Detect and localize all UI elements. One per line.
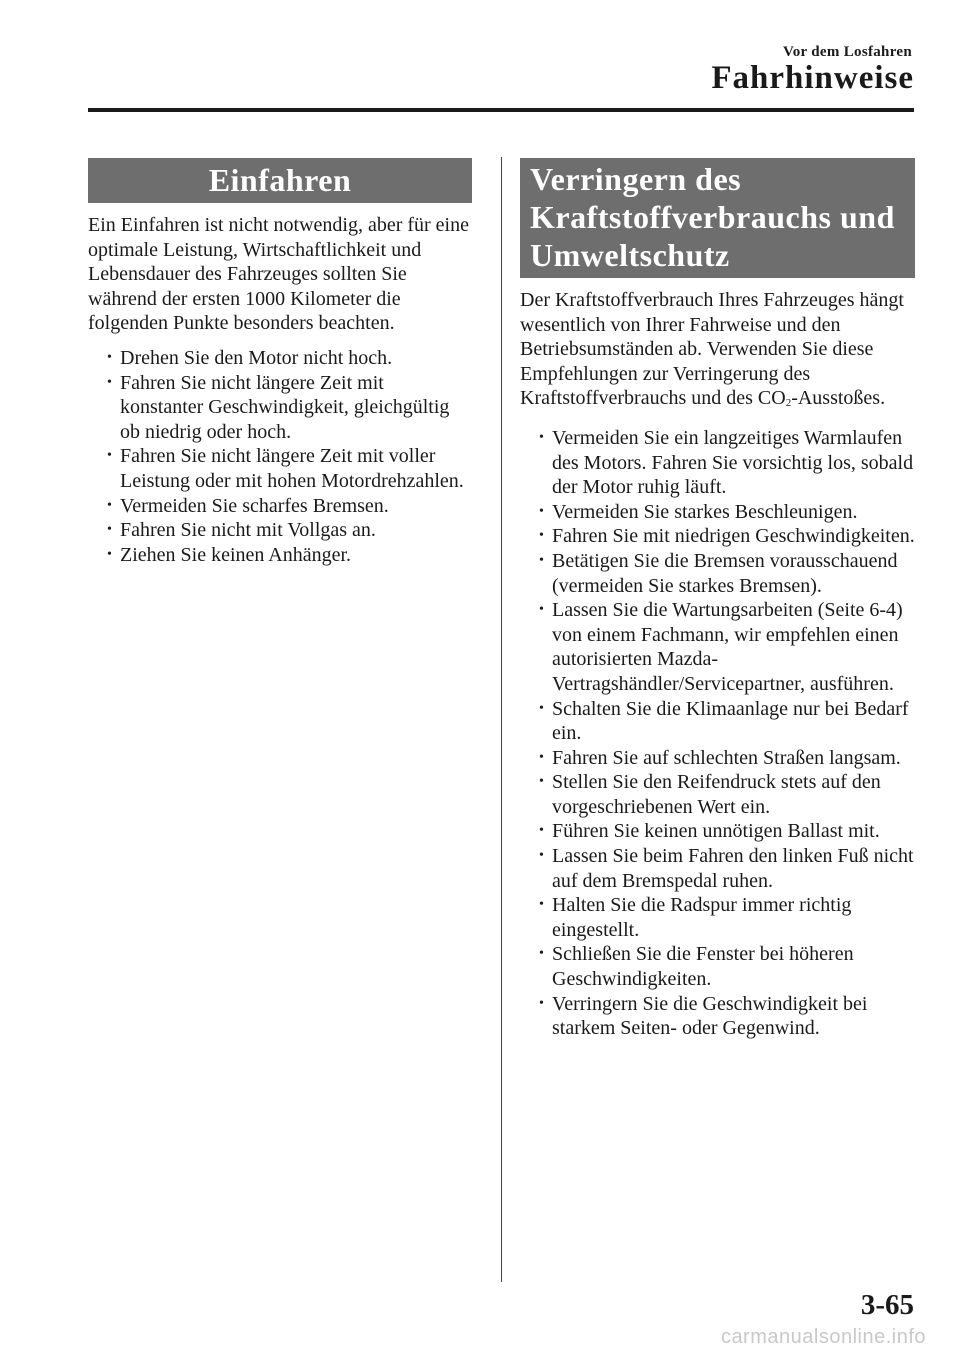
list-item — [520, 746, 920, 771]
header-title: Fahrhinweise — [711, 60, 914, 96]
list-item-text: Halten Sie die Radspur immer richtig eingestellt. — [552, 894, 852, 941]
list-item — [520, 524, 920, 549]
list-item-text: Stellen Sie den Reifendruck stets auf den vorgeschriebenen Wert ein. — [552, 771, 881, 818]
list-item — [520, 844, 920, 893]
bullet-icon: • — [539, 528, 544, 544]
bullet-icon: • — [539, 602, 544, 618]
bullet-icon: • — [539, 823, 544, 839]
list-item-text: Vermeiden Sie starkes Beschleunigen. — [552, 500, 858, 523]
bullet-icon: • — [107, 349, 112, 365]
intro-text-end: -Ausstoßes. — [791, 387, 886, 410]
list-item-text: Lassen Sie beim Fahren den linken Fuß nicht auf dem Bremspedal ruhen. — [552, 845, 914, 892]
header-rule — [88, 108, 914, 112]
list-item-text: Führen Sie keinen unnötigen Ballast mit. — [552, 820, 880, 843]
header-section-label: Vor dem Losfahren — [782, 44, 912, 60]
bullet-icon: • — [539, 995, 544, 1011]
list-item-text: Fahren Sie mit niedrigen Geschwindigkeiten. — [552, 525, 915, 548]
bullet-icon: • — [107, 546, 112, 562]
bullet-icon: • — [539, 503, 544, 519]
list-item-text: Lassen Sie die Wartungsarbeiten (Seite 6-4) von einem Fachmann, wir empfehlen einen autorisierten Mazda-Vertragshändler/Servicepartner, ausführen. — [552, 599, 903, 695]
list-item-text: Verringern Sie die Geschwindigkeit bei starkem Seiten- oder Gegenwind. — [552, 992, 868, 1040]
list-item — [88, 346, 472, 371]
bullet-icon: • — [539, 429, 544, 445]
bullet-icon: • — [107, 448, 112, 464]
bullet-icon: • — [539, 897, 544, 913]
bullet-icon: • — [539, 848, 544, 864]
list-item-text: Drehen Sie den Motor nicht hoch. — [120, 346, 393, 369]
page-number: 3-65 — [860, 1289, 914, 1321]
bullet-icon: • — [539, 749, 544, 765]
list-item-text: Vermeiden Sie scharfes Bremsen. — [120, 494, 389, 517]
list-item — [520, 598, 920, 696]
list-item — [520, 500, 920, 525]
list-item — [520, 697, 920, 746]
intro-paragraph-kraftstoff — [520, 288, 920, 416]
list-item-text: Betätigen Sie die Bremsen vorausschauend (vermeiden Sie starkes Bremsen). — [552, 549, 898, 597]
list-item — [520, 992, 920, 1041]
list-item-text: Schließen Sie die Fenster bei höheren Geschwindigkeiten. — [552, 943, 854, 991]
list-item-text: Fahren Sie nicht längere Zeit mit konstanter Geschwindigkeit, gleichgültig ob niedrig oder hoch. — [120, 371, 450, 443]
list-item — [520, 942, 920, 991]
list-item-text: Fahren Sie auf schlechten Straßen langsam. — [552, 746, 901, 769]
co2-subscript: 2 — [785, 397, 792, 410]
list-item — [88, 444, 472, 493]
intro-paragraph-einfahren: Ein Einfahren ist nicht notwendig, aber für eine optimale Leistung, Wirtschaftlichkeit und Lebensdauer des Fahrzeuges sollten Sie während der ersten 1000 Kilometer die folgenden Punkte besonders beachten. — [88, 214, 469, 335]
bullet-icon: • — [107, 497, 112, 513]
right-column — [520, 158, 920, 1041]
list-item-text: Ziehen Sie keinen Anhänger. — [120, 543, 352, 566]
bullet-list-einfahren — [88, 346, 472, 567]
left-column — [88, 158, 472, 567]
list-item — [520, 893, 920, 942]
list-item — [520, 770, 920, 819]
list-item — [88, 543, 472, 568]
list-item — [88, 371, 472, 445]
bullet-icon: • — [107, 522, 112, 538]
list-item-text: Vermeiden Sie ein langzeitiges Warmlaufen des Motors. Fahren Sie vorsichtig los, sobald der Motor ruhig läuft. — [552, 426, 914, 499]
bullet-icon: • — [539, 946, 544, 962]
bullet-icon: • — [539, 774, 544, 790]
bullet-list-kraftstoff — [520, 426, 920, 1041]
list-item — [520, 819, 920, 844]
section-heading-kraftstoff: Verringern des Kraftstoffverbrauchs und Umweltschutz — [520, 158, 915, 278]
bullet-icon: • — [539, 552, 544, 568]
list-item — [88, 494, 472, 519]
section-heading-einfahren: Einfahren — [88, 158, 472, 203]
list-item — [88, 518, 472, 543]
list-item-text: Schalten Sie die Klimaanlage nur bei Bedarf ein. — [552, 697, 909, 745]
list-item-text: Fahren Sie nicht mit Vollgas an. — [120, 519, 376, 542]
watermark: carmanualsonline.info — [720, 1326, 926, 1348]
list-item — [520, 426, 920, 500]
column-divider — [501, 157, 502, 1282]
bullet-icon: • — [539, 700, 544, 716]
intro-text: Der Kraftstoffverbrauch Ihres Fahrzeuges hängt wesentlich von Ihrer Fahrweise und den Betriebsumständen ab. Verwenden Sie diese Empfehlungen zur Verringerung des Kraftstoffverbrauchs und des CO — [520, 289, 904, 410]
list-item-text: Fahren Sie nicht längere Zeit mit voller Leistung oder mit hohen Motordrehzahlen. — [120, 445, 464, 492]
list-item — [520, 549, 920, 598]
bullet-icon: • — [107, 374, 112, 390]
